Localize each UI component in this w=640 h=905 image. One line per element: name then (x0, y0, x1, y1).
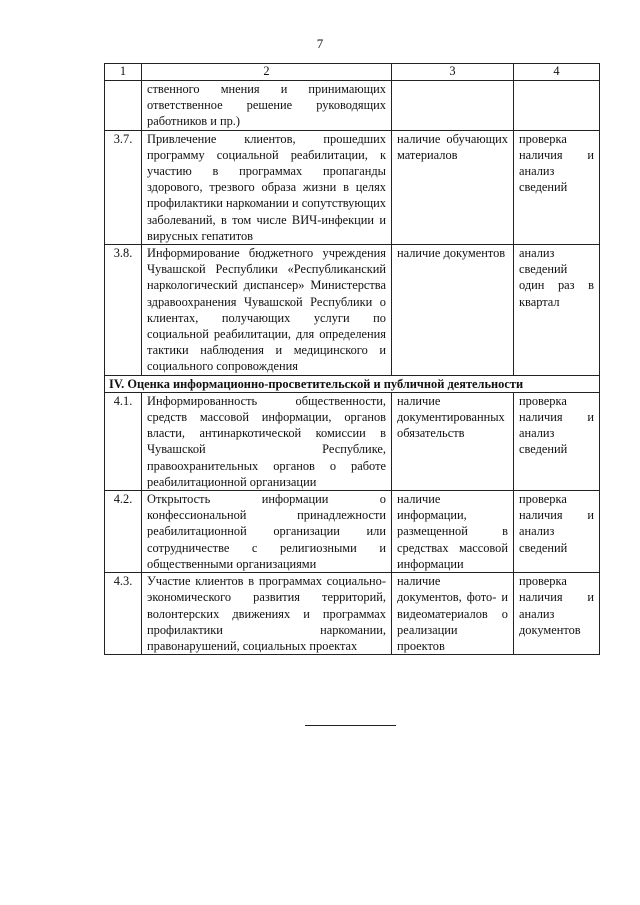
rows-section-3 (105, 130, 600, 375)
row-description: Привлечение клиентов, прошедших программу социальной реабилитации, к участию в программах пропаганды здорового, трезвого образа жизни в целях профилактики наркомании и сопутствующих заболеваний, в том числе ВИЧ-инфекции и вирусных гепатитов (142, 130, 392, 244)
column-number-3: 3 (392, 64, 514, 81)
row-description: ственного мнения и принимающих ответственное решение руководящих работников и пр.) (142, 81, 392, 131)
section-header-body (105, 375, 600, 392)
row-description: Участие клиентов в программах социально-экономического развития территорий, волонтерских движениях и программах профилактики наркомании, правонарушений, социальных проектах (142, 573, 392, 655)
column-number-row (105, 64, 600, 81)
row-form: проверка наличия и анализ документов (514, 573, 600, 655)
continuation-row (105, 81, 600, 131)
row-number: 4.2. (105, 491, 142, 573)
row-description: Информирование бюджетного учреждения Чувашской Республики «Республиканский наркологический диспансер» Министерства здравоохранения Чувашской Республики о клиентах, получающих услуги по социальной реабилитации, для определения тактики наблюдения и медицинского и социального сопровождения (142, 245, 392, 376)
page-number: 7 (316, 36, 324, 51)
rows-section-4 (105, 392, 600, 654)
criteria-table (104, 63, 600, 655)
row-number: 3.7. (105, 130, 142, 244)
column-number-1: 1 (105, 64, 142, 81)
row-indicator: наличие документированных обязательств (392, 392, 514, 490)
row-number (105, 81, 142, 131)
row-form: проверка наличия и анализ сведений (514, 491, 600, 573)
table-row (105, 130, 600, 244)
section-title: IV. Оценка информационно-просветительской и публичной деятельности (105, 375, 600, 392)
row-form: проверка наличия и анализ сведений (514, 392, 600, 490)
row-indicator: наличие информации, размещенной в средствах массовой информации (392, 491, 514, 573)
row-number: 4.3. (105, 573, 142, 655)
row-number: 3.8. (105, 245, 142, 376)
row-indicator: наличие документов (392, 245, 514, 376)
closing-separator-line (305, 725, 396, 726)
section-header-row (105, 375, 600, 392)
table-row (105, 392, 600, 490)
table-row (105, 491, 600, 573)
column-number-4: 4 (514, 64, 600, 81)
row-indicator (392, 81, 514, 131)
row-form: проверка наличия и анализ сведений (514, 130, 600, 244)
table-row (105, 573, 600, 655)
row-indicator: наличие обучающих материалов (392, 130, 514, 244)
row-indicator: наличие документов, фото- и видеоматериалов о реализации проектов (392, 573, 514, 655)
column-number-2: 2 (142, 64, 392, 81)
row-description: Открытость информации о конфессиональной принадлежности реабилитационной организации или сотрудничестве с религиозными и общественными организациями (142, 491, 392, 573)
row-form (514, 81, 600, 131)
row-number: 4.1. (105, 392, 142, 490)
table-row (105, 245, 600, 376)
row-form: анализ сведений один раз в квартал (514, 245, 600, 376)
table-body (105, 64, 600, 131)
row-description: Информированность общественности, средств массовой информации, органов власти, антинаркотической комиссии в Чувашской Республике, правоохранительных органов о работе реабилитационной организации (142, 392, 392, 490)
